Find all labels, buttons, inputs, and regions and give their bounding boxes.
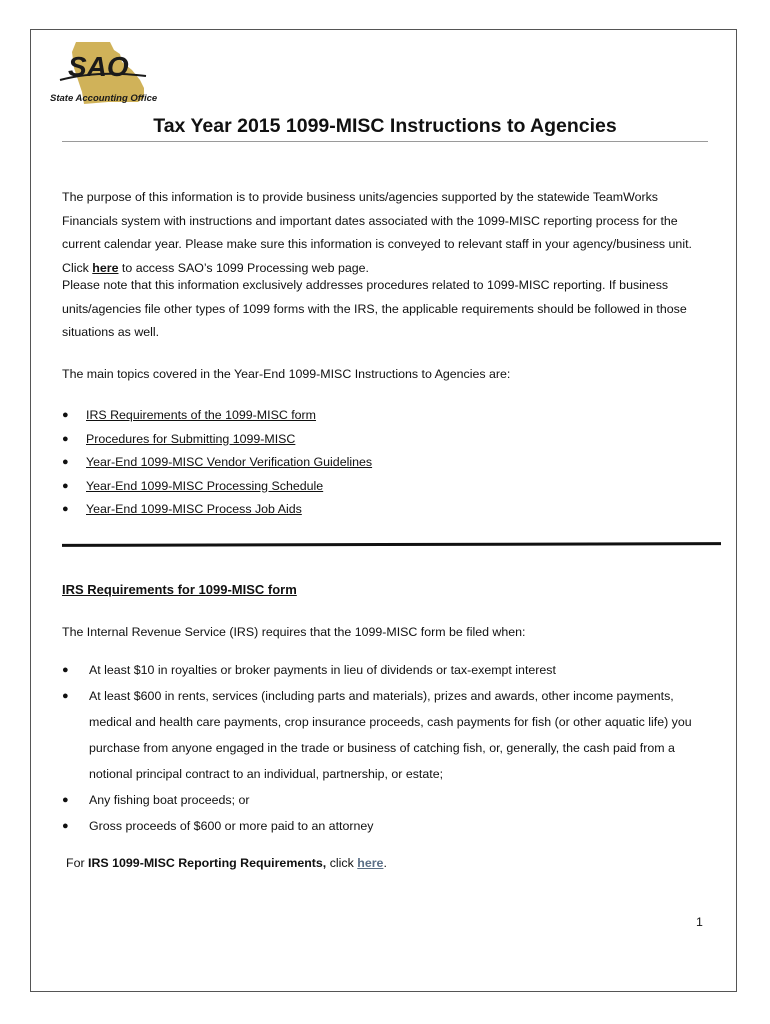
page-title: Tax Year 2015 1099-MISC Instructions to Agencies [153,115,617,137]
list-item [62,683,708,787]
bullet-icon: ● [62,503,69,515]
requirement-text: At least $600 in rents, services (including parts and materials), prizes and awards, other income payments, medical and health care payments, crop insurance proceeds, cash payments for fish (or other aquatic life) you purchase from anyone engaged in the trade or business of catching fish, or, generally, the cash paid from a notional principal contract to an individual, partnership, or estate; [89,689,692,781]
sao-logo [48,40,164,106]
logo-name: State Accounting Office [50,93,158,104]
requirements-list [62,657,708,839]
topic-link-procedures[interactable]: Procedures for Submitting 1099-MISC [86,431,296,446]
logo-abbr: SAO [68,51,129,82]
bullet-icon: ● [62,664,69,676]
topic-link-irs-requirements[interactable]: IRS Requirements of the 1099-MISC form [86,408,317,422]
footer-bold-text: IRS 1099-MISC Reporting Requirements, [88,856,327,870]
topics-list [62,404,372,522]
list-item [62,498,372,522]
section-intro: The Internal Revenue Service (IRS) requires that the 1099-MISC form be filed when: [62,625,526,639]
requirement-text: Gross proceeds of $600 or more paid to an attorney [89,819,374,833]
footer-middle: click [326,856,358,870]
topics-intro: The main topics covered in the Year-End 1099-MISC Instructions to Agencies are: [62,367,511,381]
bullet-icon: ● [62,690,69,702]
list-item [62,813,708,839]
list-item [62,475,372,499]
list-item [62,787,708,813]
list-item [62,428,372,452]
requirement-text: Any fishing boat proceeds; or [89,793,250,807]
intro-paragraph [62,186,708,280]
bullet-icon: ● [62,794,69,806]
intro-text-end: to access SAO’s 1099 Processing web page. [118,260,369,275]
topic-link-job-aids[interactable]: Year-End 1099-MISC Process Job Aids [86,502,302,516]
topic-link-processing-schedule[interactable]: Year-End 1099-MISC Processing Schedule [86,478,324,493]
bullet-icon: ● [62,409,69,421]
bullet-icon: ● [62,456,69,468]
title-divider [62,141,708,142]
bullet-icon: ● [62,432,69,445]
bullet-icon: ● [62,820,69,832]
list-item [62,404,372,428]
topic-link-vendor-verification[interactable]: Year-End 1099-MISC Vendor Verification Guidelines [86,455,373,469]
intro-text: The purpose of this information is to provide business units/agencies supported by the statewide TeamWorks Financials system with instructions and important dates associated with the 1099-MISC reporting process for the current calendar year. Please make sure this information is conveyed to relevant staff in your agency/business unit. Click [62,190,692,275]
footer-prefix: For [66,856,89,870]
list-item [62,451,372,475]
footer-suffix: . [383,856,387,870]
note-paragraph: Please note that this information exclusively addresses procedures related to 1099-MISC reporting. If business units/agencies file other types of 1099 forms with the IRS, the applicable requirements should be followed in those situations as well. [62,278,687,339]
reporting-requirements-note [66,856,387,870]
bullet-icon: ● [62,479,69,492]
irs-requirements-link[interactable]: here [357,856,384,870]
requirement-text: At least $10 in royalties or broker payments in lieu of dividends or tax-exempt interest [89,663,556,677]
sao-1099-page-link[interactable]: here [92,260,119,275]
page-number: 1 [696,915,703,929]
section-heading: IRS Requirements for 1099-MISC form [62,582,297,597]
list-item [62,657,708,683]
